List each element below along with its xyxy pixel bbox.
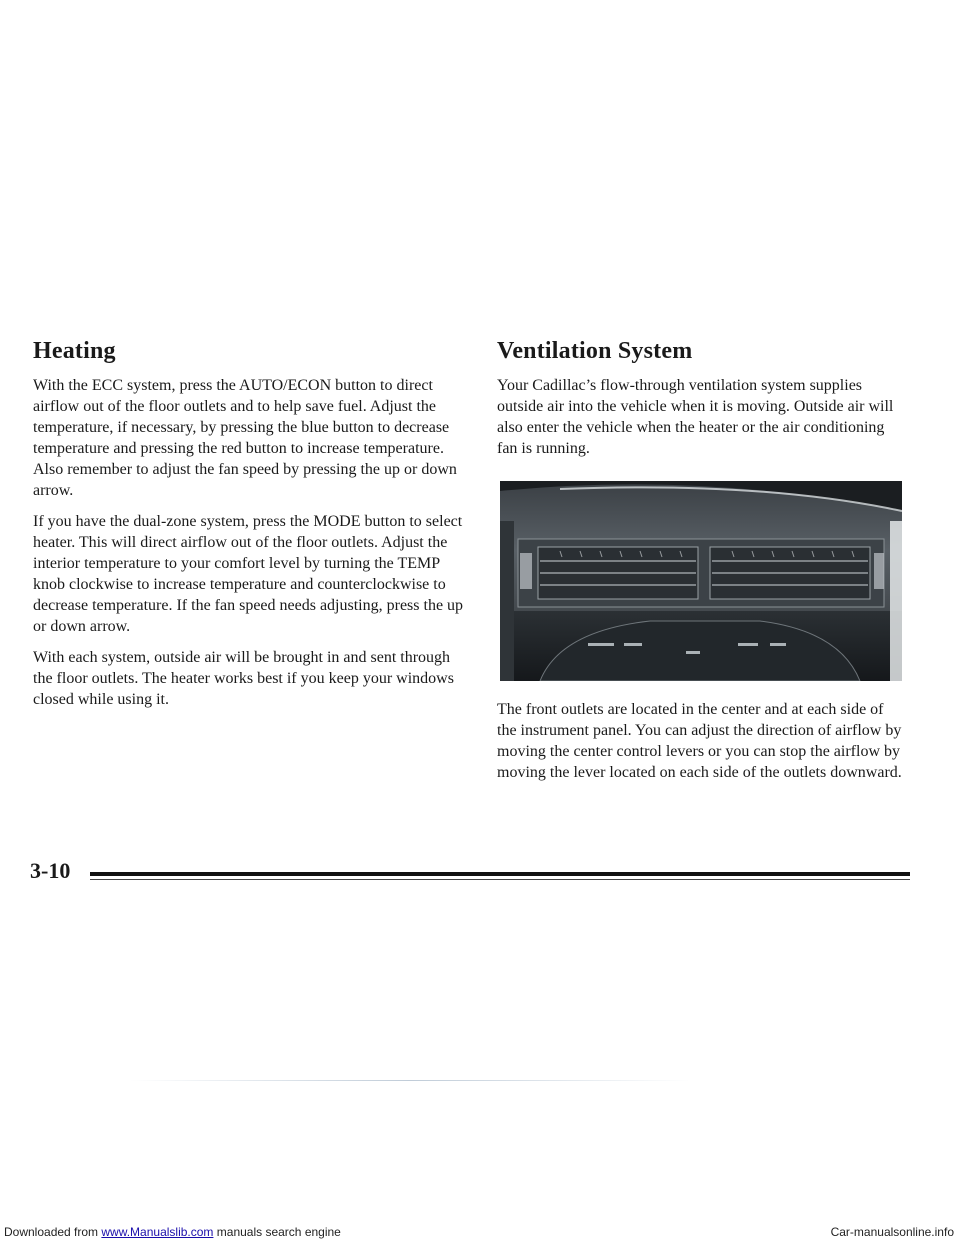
air-outlets-photo-drawing bbox=[500, 481, 902, 681]
heating-paragraph-3: With each system, outside air will be brought in and sent through the floor outlets. The heater works best if you keep your windows closed while using it. bbox=[33, 649, 454, 708]
heating-section bbox=[33, 338, 473, 720]
heating-paragraph-1: With the ECC system, press the AUTO/ECON button to direct airflow out of the floor outlets and to help save fuel. Adjust the temperature, if necessary, by pressing the blue button to decrease temperature and pressing the red button to increase temperature. Also remember to adjust the fan speed by pressing the up or down arrow. bbox=[33, 377, 457, 499]
source-banner bbox=[0, 1222, 960, 1242]
heating-heading: Heating bbox=[33, 338, 116, 364]
footer-rule-thick bbox=[90, 872, 910, 876]
heating-paragraph-2: If you have the dual-zone system, press the MODE button to select heater. This will direct airflow out of the floor outlets. Adjust the interior temperature to your comfort level by turning the TEMP knob clockwise to increase temperature and counterclockwise to decrease temperature. If the fan speed needs adjusting, press the up or down arrow. bbox=[33, 513, 464, 635]
manualslib-link[interactable]: www.Manualslib.com bbox=[101, 1225, 214, 1239]
download-credit: Downloaded from www.Manualslib.com manuals search engine bbox=[4, 1225, 341, 1239]
air-outlets-photo bbox=[500, 481, 902, 681]
ventilation-section bbox=[497, 338, 907, 793]
watermark-site: Car-manualsonline.info bbox=[830, 1225, 954, 1239]
scan-artifact-line bbox=[130, 1080, 690, 1081]
ventilation-heading: Ventilation System bbox=[497, 338, 693, 364]
page-number: 3-10 bbox=[30, 858, 71, 883]
ventilation-intro: Your Cadillac’s flow-through ventilation system supplies outside air into the vehicle when it is moving. Outside air will also enter the vehicle when the heater or the air conditioning fan is running. bbox=[497, 377, 894, 457]
page-footer bbox=[30, 858, 910, 886]
ventilation-outlets-paragraph: The front outlets are located in the center and at each side of the instrument panel. You can adjust the direction of airflow by moving the center control levers or you can stop the airflow by moving the lever located on each side of the outlets downward. bbox=[497, 701, 902, 781]
footer-rule-thin bbox=[90, 879, 910, 880]
